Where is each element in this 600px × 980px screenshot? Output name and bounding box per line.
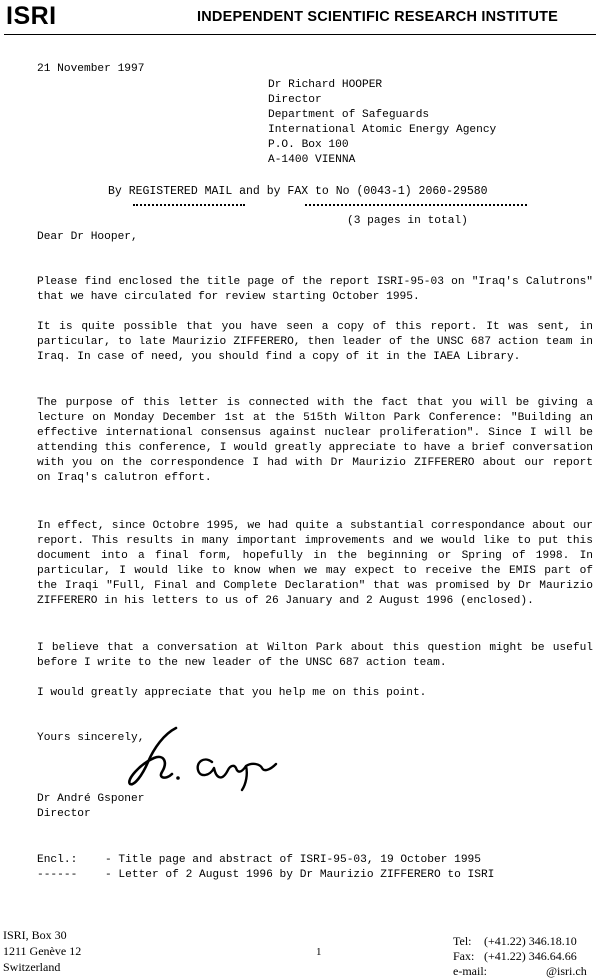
fax-number-underline [305,204,527,206]
footer-address-line: Switzerland [3,960,61,974]
fax-label: Fax: [453,949,475,963]
header-rule [4,34,596,35]
recipient-line: A-1400 VIENNA [268,154,356,166]
email-address: @isri.ch [546,964,587,978]
recipient-line: Department of Safeguards [268,109,430,121]
page-number: 1 [316,946,322,958]
recipient-line: Director [268,94,322,106]
body-paragraph: It is quite possible that you have seen a copy of this report. It was sent, in particular, to late Maurizio ZIFFERERO, then leader of the UNSC 687 action team in Iraq. In case of need, you should find a copy of it in the IAEA Library. [37,321,593,363]
enclosures-underline: ------ [37,869,78,881]
recipient-line: International Atomic Energy Agency [268,124,497,136]
institute-name: INDEPENDENT SCIENTIFIC RESEARCH INSTITUTE [197,9,559,25]
body-paragraph: Please find enclosed the title page of the report ISRI-95-03 on "Iraq's Calutrons" that we have circulated for review starting October 1995. [37,276,593,303]
recipient-line: P.O. Box 100 [268,139,349,151]
delivery-line: By REGISTERED MAIL and by FAX to No (0043-1) 2060-29580 [108,185,488,198]
footer-address-line: 1211 Genève 12 [3,944,82,958]
institute-logo: ISRI [6,2,57,30]
footer-address-line: ISRI, Box 30 [3,928,67,942]
body-paragraph: I believe that a conversation at Wilton Park about this question might be useful before I write to the new leader of the UNSC 687 action team. [37,642,593,669]
signer-title: Director [37,808,91,820]
signer-name: Dr André Gsponer [37,793,145,805]
fax-number: (+41.22) 346.64.66 [484,949,577,963]
closing: Yours sincerely, [37,732,145,744]
email-label: e-mail: [453,964,487,978]
tel-label: Tel: [453,934,472,948]
body-paragraph: The purpose of this letter is connected with the fact that you will be giving a lecture on Monday December 1st at the 515th Wilton Park Conference: "Building an effective international consensus against nuclear proliferation". Since I will be attending this conference, I would greatly appreciate to have a brief conversation with you on the correspondence I had with Dr Maurizio ZIFFERERO about our report on Iraq's calutron effort. [37,397,593,484]
page-count: (3 pages in total) [347,215,468,227]
letter-date: 21 November 1997 [37,63,145,75]
body-paragraph: In effect, since Octobre 1995, we had quite a substantial correspondance about our report. This results in many important improvements and we would like to put this document into a final form, hopefully in the beginning or Spring of 1998. In particular, I would like to know when we may expect to receive the EMIS part of the Iraqi "Full, Final and Complete Declaration" that was promised by Dr Maurizio ZIFFERERO in his letters to us of 26 January and 2 August 1996 (enclosed). [37,520,593,607]
tel-number: (+41.22) 346.18.10 [484,934,577,948]
enclosure-item: - Title page and abstract of ISRI-95-03, 19 October 1995 [105,854,481,866]
salutation: Dear Dr Hooper, [37,231,138,243]
handwritten-signature [120,722,280,792]
recipient-line: Dr Richard HOOPER [268,79,383,91]
body-paragraph: I would greatly appreciate that you help me on this point. [37,687,427,699]
registered-mail-underline [133,204,245,206]
enclosures-label: Encl.: [37,854,78,866]
enclosure-item: - Letter of 2 August 1996 by Dr Maurizio ZIFFERERO to ISRI [105,869,495,881]
